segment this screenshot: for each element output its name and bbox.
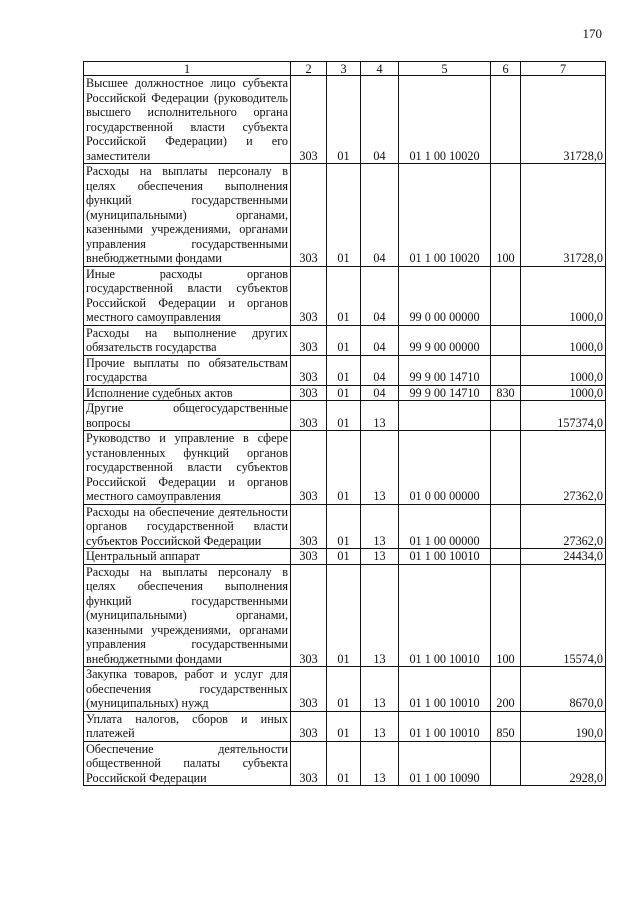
subsection-code-cell: 13 — [361, 549, 399, 565]
table-row — [84, 355, 606, 385]
table-row — [84, 385, 606, 401]
row-name-cell: Обеспечение деятельности общественной палаты субъекта Российской Федерации — [84, 741, 291, 786]
dept-code-cell: 303 — [291, 667, 327, 712]
amount-cell: 157374,0 — [521, 401, 606, 431]
table-row — [84, 667, 606, 712]
header-cell: 4 — [361, 62, 399, 76]
section-code-cell: 01 — [327, 504, 361, 549]
target-article-cell: 01 1 00 10010 — [399, 549, 491, 565]
section-code-cell: 01 — [327, 549, 361, 565]
expense-type-cell — [491, 741, 521, 786]
subsection-code-cell: 04 — [361, 76, 399, 164]
section-code-cell: 01 — [327, 564, 361, 667]
header-cell: 2 — [291, 62, 327, 76]
section-code-cell: 01 — [327, 401, 361, 431]
expense-type-cell — [491, 504, 521, 549]
header-cell: 5 — [399, 62, 491, 76]
expense-type-cell: 830 — [491, 385, 521, 401]
row-name-cell: Расходы на выплаты персоналу в целях обеспечения выполнения функций государственными (муниципальными) органами, казенными учреждениями, органами управления государственными внебюджетными фондами — [84, 564, 291, 667]
header-cell: 6 — [491, 62, 521, 76]
subsection-code-cell: 04 — [361, 325, 399, 355]
target-article-cell: 01 1 00 10010 — [399, 711, 491, 741]
row-name-cell: Прочие выплаты по обязательствам государства — [84, 355, 291, 385]
target-article-cell: 99 9 00 00000 — [399, 325, 491, 355]
table-body — [84, 76, 606, 786]
dept-code-cell: 303 — [291, 401, 327, 431]
section-code-cell: 01 — [327, 325, 361, 355]
row-name-cell: Расходы на выплаты персоналу в целях обеспечения выполнения функций государственными (муниципальными) органами, казенными учреждениями, органами управления государственными внебюджетными фондами — [84, 164, 291, 267]
row-name-cell: Закупка товаров, работ и услуг для обеспечения государственных (муниципальных) нужд — [84, 667, 291, 712]
section-code-cell: 01 — [327, 711, 361, 741]
dept-code-cell: 303 — [291, 325, 327, 355]
dept-code-cell: 303 — [291, 549, 327, 565]
row-name-cell: Иные расходы органов государственной власти субъектов Российской Федерации и органов местного самоуправления — [84, 266, 291, 325]
subsection-code-cell: 04 — [361, 164, 399, 267]
dept-code-cell: 303 — [291, 385, 327, 401]
dept-code-cell: 303 — [291, 164, 327, 267]
section-code-cell: 01 — [327, 385, 361, 401]
target-article-cell: 99 0 00 00000 — [399, 266, 491, 325]
expense-type-cell — [491, 549, 521, 565]
row-name-cell: Расходы на выполнение других обязательств государства — [84, 325, 291, 355]
expense-type-cell — [491, 401, 521, 431]
subsection-code-cell: 04 — [361, 355, 399, 385]
table-row — [84, 431, 606, 505]
expense-type-cell — [491, 325, 521, 355]
dept-code-cell: 303 — [291, 266, 327, 325]
amount-cell: 31728,0 — [521, 164, 606, 267]
row-name-cell: Другие общегосударственные вопросы — [84, 401, 291, 431]
target-article-cell — [399, 401, 491, 431]
table-header — [84, 62, 606, 76]
section-code-cell: 01 — [327, 667, 361, 712]
header-cell: 1 — [84, 62, 291, 76]
dept-code-cell: 303 — [291, 564, 327, 667]
amount-cell: 24434,0 — [521, 549, 606, 565]
table-row — [84, 564, 606, 667]
subsection-code-cell: 13 — [361, 431, 399, 505]
table-row — [84, 325, 606, 355]
table-row — [84, 164, 606, 267]
table-row — [84, 266, 606, 325]
expense-type-cell: 100 — [491, 564, 521, 667]
expense-type-cell: 200 — [491, 667, 521, 712]
target-article-cell: 01 1 00 10020 — [399, 164, 491, 267]
amount-cell: 1000,0 — [521, 325, 606, 355]
subsection-code-cell: 04 — [361, 266, 399, 325]
row-name-cell: Руководство и управление в сфере установленных функций органов государственной власти субъектов Российской Федерации и органов местного самоуправления — [84, 431, 291, 505]
amount-cell: 1000,0 — [521, 266, 606, 325]
header-row — [84, 62, 606, 76]
table-row — [84, 504, 606, 549]
section-code-cell: 01 — [327, 741, 361, 786]
page-number: 170 — [582, 26, 602, 41]
budget-table — [83, 61, 606, 786]
row-name-cell: Расходы на обеспечение деятельности органов государственной власти субъектов Российской Федерации — [84, 504, 291, 549]
amount-cell: 27362,0 — [521, 431, 606, 505]
amount-cell: 2928,0 — [521, 741, 606, 786]
expense-type-cell: 100 — [491, 164, 521, 267]
section-code-cell: 01 — [327, 164, 361, 267]
table-row — [84, 711, 606, 741]
subsection-code-cell: 13 — [361, 504, 399, 549]
expense-type-cell — [491, 266, 521, 325]
dept-code-cell: 303 — [291, 431, 327, 505]
amount-cell: 1000,0 — [521, 355, 606, 385]
target-article-cell: 99 9 00 14710 — [399, 355, 491, 385]
subsection-code-cell: 13 — [361, 401, 399, 431]
expense-type-cell — [491, 355, 521, 385]
subsection-code-cell: 13 — [361, 667, 399, 712]
subsection-code-cell: 13 — [361, 741, 399, 786]
table-row — [84, 76, 606, 164]
table-row — [84, 401, 606, 431]
amount-cell: 190,0 — [521, 711, 606, 741]
amount-cell: 8670,0 — [521, 667, 606, 712]
section-code-cell: 01 — [327, 266, 361, 325]
section-code-cell: 01 — [327, 76, 361, 164]
subsection-code-cell: 04 — [361, 385, 399, 401]
table-row — [84, 549, 606, 565]
row-name-cell: Исполнение судебных актов — [84, 385, 291, 401]
target-article-cell: 99 9 00 14710 — [399, 385, 491, 401]
target-article-cell: 01 1 00 10010 — [399, 564, 491, 667]
section-code-cell: 01 — [327, 355, 361, 385]
header-cell: 3 — [327, 62, 361, 76]
row-name-cell: Высшее должностное лицо субъекта Российской Федерации (руководитель высшего исполнительного органа государственной власти субъекта Российской Федерации) и его заместители — [84, 76, 291, 164]
target-article-cell: 01 0 00 00000 — [399, 431, 491, 505]
dept-code-cell: 303 — [291, 504, 327, 549]
subsection-code-cell: 13 — [361, 711, 399, 741]
target-article-cell: 01 1 00 10020 — [399, 76, 491, 164]
target-article-cell: 01 1 00 10090 — [399, 741, 491, 786]
header-cell: 7 — [521, 62, 606, 76]
amount-cell: 27362,0 — [521, 504, 606, 549]
amount-cell: 1000,0 — [521, 385, 606, 401]
amount-cell: 15574,0 — [521, 564, 606, 667]
section-code-cell: 01 — [327, 431, 361, 505]
expense-type-cell: 850 — [491, 711, 521, 741]
dept-code-cell: 303 — [291, 355, 327, 385]
table-row — [84, 741, 606, 786]
expense-type-cell — [491, 431, 521, 505]
dept-code-cell: 303 — [291, 741, 327, 786]
row-name-cell: Уплата налогов, сборов и иных платежей — [84, 711, 291, 741]
row-name-cell: Центральный аппарат — [84, 549, 291, 565]
subsection-code-cell: 13 — [361, 564, 399, 667]
expense-type-cell — [491, 76, 521, 164]
target-article-cell: 01 1 00 00000 — [399, 504, 491, 549]
amount-cell: 31728,0 — [521, 76, 606, 164]
dept-code-cell: 303 — [291, 76, 327, 164]
dept-code-cell: 303 — [291, 711, 327, 741]
target-article-cell: 01 1 00 10010 — [399, 667, 491, 712]
